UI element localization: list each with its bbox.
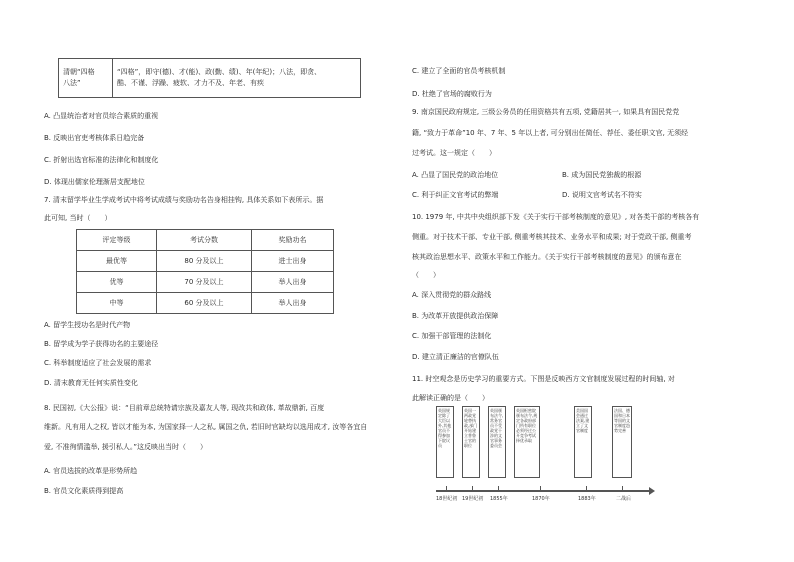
q9-stem-line3: 过考试。这一规定（ ）: [412, 149, 496, 157]
q11-stem-line1: 11. 时空观念是历史学习的重要方式。下图是反映西方文官制度发展过程的时间轴, 对: [412, 375, 675, 383]
table-content-cell: [113, 59, 361, 98]
timeline-tick: [540, 486, 541, 491]
q9-option-c: C. 利于纠正文官考试的弊端: [412, 191, 499, 199]
timeline-label-3: 1855年: [490, 496, 508, 502]
q10-option-b: B. 为改革开放提供政治保障: [412, 312, 499, 320]
table-label-line2: 八法”: [63, 79, 81, 87]
q10-option-d: D. 建立清正廉洁的官僚队伍: [412, 353, 499, 361]
q6-option-c: C. 折射出选官标准的法律化和制度化: [44, 156, 159, 164]
timeline-arrow-icon: [649, 487, 655, 495]
eight-methods-table: [58, 58, 361, 98]
timeline-axis: [436, 490, 651, 492]
score-table: [76, 229, 334, 314]
q8-option-b: B. 官员文化素质得到提高: [44, 487, 124, 495]
table-row: [77, 272, 334, 293]
score-table-header: [77, 230, 334, 251]
timeline-tick: [472, 486, 473, 491]
header-grade: 评定等级: [77, 230, 157, 251]
cell-grade: 中等: [77, 293, 157, 314]
table-content-line2: 酷、不谨、浮躁、疲软、才力不及、年老、有疾: [117, 79, 264, 87]
timeline-box-4: 英国枢密院颁布法令,规定各政府部门所有职位必须经过公开竞争考试择优录取: [514, 406, 540, 478]
timeline-label-2: 19世纪初: [462, 496, 484, 502]
q10-stem-line3: 核其政治思想水平、政策水平和工作能力。《关于实行干部考核制度的意见》的颁布意在: [412, 253, 682, 261]
q11-stem-line2: 此解读正确的是（ ）: [412, 394, 489, 402]
cell-grade: 最优等: [77, 251, 157, 272]
table-label-line1: 清朝“四格: [63, 68, 95, 76]
timeline-label-1: 18世纪初: [436, 496, 458, 502]
cell-score: 70 分及以上: [157, 272, 252, 293]
q9-option-d: D. 说明文官考试名不符实: [562, 191, 642, 199]
timeline-box-2: 英国一两政党轮替执政,部门开始建立普鲁士官的职位: [462, 406, 480, 478]
timeline-label-6: 二战后: [616, 496, 632, 502]
cell-reward: 举人出身: [252, 293, 334, 314]
cell-grade: 优等: [77, 272, 157, 293]
q10-option-a: A. 深入贯彻党的群众路线: [412, 291, 492, 299]
q10-stem-line2: 侧重。对于技术干部、专业干部, 侧重考核其技术、业务水平和成果; 对于党政干部, 侧重考: [412, 233, 692, 241]
table-row: [77, 293, 334, 314]
timeline-box-6: 法国、德国和日本等国的文官制度趋势完善: [612, 406, 632, 478]
q9-stem-line1: 9. 南京国民政府规定, 三级公务员的任用资格共有五项, 党籍居其一, 如果具有国民党党: [412, 108, 680, 116]
header-score: 考试分数: [157, 230, 252, 251]
q7-option-b: B. 留学成为学子获得功名的主要途径: [44, 340, 159, 348]
q8-stem-line2: 维新。凡有用人之权, 皆以才能为本, 为国家择一人之私, 属国之仇, 若旧时官缺均以选用成才, 汝等各宜自: [44, 423, 368, 431]
q10-option-c: C. 加强干部管理的法制化: [412, 332, 492, 340]
q6-option-a: A. 凸显统治者对官员综合素质的重视: [44, 112, 159, 120]
q8-option-a: A. 官员选拔的改革是形势所趋: [44, 467, 138, 475]
timeline-box-3: 英国颁布法令,常务官员不受政党干涉的文官事务委员会: [488, 406, 506, 478]
q8-stem-line1: 8. 民国初,《大公报》说：“目前章总统特请宗族及嘉友人等, 现改共和政体, 革故鼎新, 百度: [44, 404, 325, 412]
q7-option-c: C. 科举制度适应了社会发展的需求: [44, 359, 152, 367]
q9-option-b: B. 成为国民党独裁的根源: [562, 171, 642, 179]
table-label-cell: [59, 59, 113, 98]
timeline-label-5: 1883年: [578, 496, 596, 502]
q9-stem-line2: 籍, “致力于革命”10 年、7 年、5 年以上者, 可分别出任简任、荐任、委任职文官, 无须经: [412, 129, 689, 137]
timeline-box-1: 英国规定除了大臣以外,其他官员不得参加下院议员: [436, 406, 454, 478]
q6-option-d: D. 体现出儒家伦理渐居支配地位: [44, 178, 145, 186]
q7-option-a: A. 留学生授功名是时代产物: [44, 321, 131, 329]
timeline-box-5: 美国国会通过法案,建立了文官制度: [574, 406, 592, 478]
timeline-tick: [586, 486, 587, 491]
q10-stem-line1: 10. 1979 年, 中共中央组织部下发《关于实行干部考核制度的意见》, 对各类干部的考核各有: [412, 213, 700, 221]
table-content-line1: “四格”，即守(德)、才(能)、政(勤、绩)、年(年纪)；八法，即贪、: [117, 68, 322, 76]
header-reward: 奖励功名: [252, 230, 334, 251]
timeline-tick: [498, 486, 499, 491]
q7-stem-line2: 此可知, 当时（ ）: [44, 214, 112, 222]
cell-reward: 举人出身: [252, 272, 334, 293]
q8-stem-line3: 爱, 不准徇情滥举, 援引私人。”这反映出当时（ ）: [44, 443, 208, 451]
left-column: [44, 0, 374, 562]
cell-score: 60 分及以上: [157, 293, 252, 314]
q8-option-c: C. 建立了全面的官员考核机制: [412, 67, 506, 75]
timeline-tick: [622, 486, 623, 491]
timeline-label-4: 1870年: [532, 496, 550, 502]
q7-stem-line1: 7. 清末留学毕业生学成考试中将考试成绩与奖励功名告身相挂钩, 具体关系如下表所示。据: [44, 196, 324, 204]
cell-score: 80 分及以上: [157, 251, 252, 272]
q6-option-b: B. 反映出官吏考核体系日趋完备: [44, 134, 145, 142]
table-row: [77, 251, 334, 272]
timeline-tick: [446, 486, 447, 491]
q10-stem-line4: （ ）: [412, 271, 440, 279]
q9-option-a: A. 凸显了国民党的政治地位: [412, 171, 499, 179]
q7-option-d: D. 清末教育无任何实质性变化: [44, 379, 138, 387]
cell-reward: 进士出身: [252, 251, 334, 272]
q8-option-d: D. 杜绝了官场的腐败行为: [412, 90, 492, 98]
timeline: [436, 406, 656, 506]
